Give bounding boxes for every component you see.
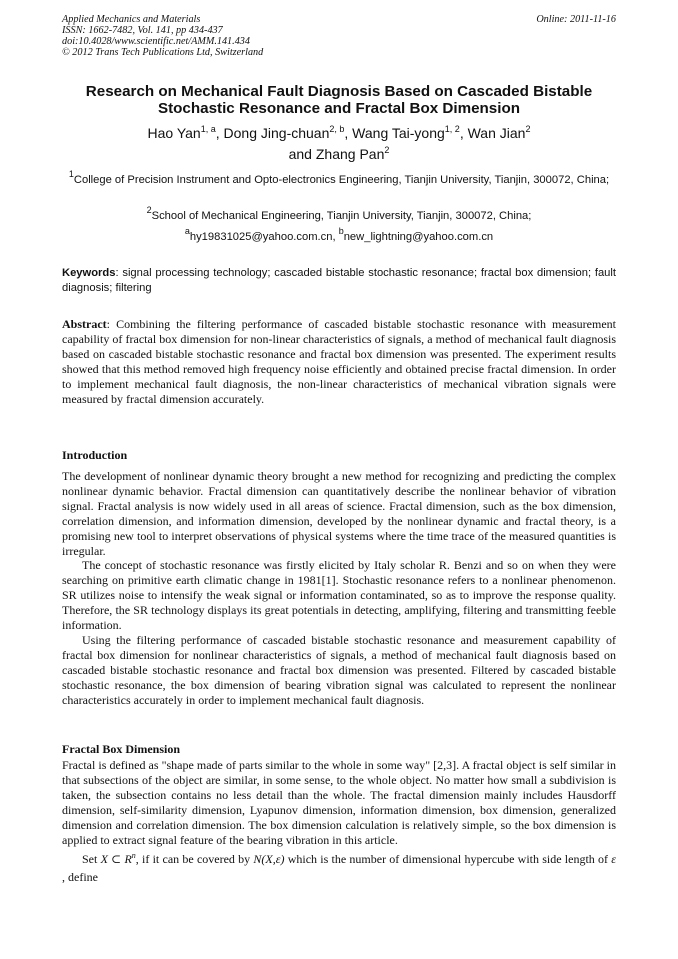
affiliation-2-text: School of Mechanical Engineering, Tianjin University, Tianjin, 300072, China; xyxy=(151,210,532,222)
set-text: Set xyxy=(82,852,101,867)
fractal-body xyxy=(62,758,616,886)
affiliation-2 xyxy=(62,205,616,224)
author-3-sup: 1, 2 xyxy=(444,124,460,134)
journal-name: Applied Mechanics and Materials xyxy=(62,14,201,25)
abstract-text: : Combining the filtering performance of cascaded bistable stochastic resonance with measurement capability of fractal box dimension for non-linear characteristics of signals, a method of mechanical fault diagnosis based on cascaded bistable stochastic resonance and fractal box dimension was presented. The experiment results showed that this method removed high frequency noise efficiently and obtained precise fractal dimension. In order to implement mechanical fault diagnosis, the non-linear characteristics of mechanical vibration signals were measured by fractal dimension accurately. xyxy=(62,317,616,406)
author-5: and Zhang Pan xyxy=(288,146,385,162)
abstract xyxy=(62,317,616,406)
fractal-heading: Fractal Box Dimension xyxy=(62,742,180,756)
header-meta xyxy=(62,14,616,58)
email-line xyxy=(62,226,616,245)
hypercube-text: which is the number of dimensional hypercube with side length of xyxy=(284,852,612,867)
online-date: Online: 2011-11-16 xyxy=(536,14,616,25)
author-5-sup: 2 xyxy=(384,145,390,155)
keywords-text: : signal processing technology; cascaded bistable stochastic resonance; fractal box dimension; fault diagnosis; filtering xyxy=(62,267,616,294)
define-text: , define xyxy=(62,870,98,885)
abstract-label: Abstract xyxy=(62,317,107,331)
author-4: , Wan Jian xyxy=(459,125,526,141)
author-3: , Wang Tai-yong xyxy=(344,125,445,141)
fractal-paragraph-1: Fractal is defined as "shape made of parts similar to the whole in some way" [2,3]. A fractal object is self similar in that subsections of the object are similar, in some sense, to the whole object. No matter how small a subdivision is taken, the subsection contains no less detail than the whole. The fractal dimension mainly includes Hausdorff dimension, self-similarity dimension, Lyapunov dimension, information dimension, box dimension, generalized dimension and correlation dimension. The box dimension calculation is relatively simple, so the box dimension is applied to extract signal feature of the bearing vibration in this article. xyxy=(62,758,616,847)
copyright: © 2012 Trans Tech Publications Ltd, Switzerland xyxy=(62,47,264,58)
issn: ISSN: 1662-7482, Vol. 141, pp 434-437 xyxy=(62,25,223,36)
keywords xyxy=(62,266,616,295)
affiliation-1 xyxy=(62,169,616,188)
affiliation-1-sup: 1 xyxy=(68,169,74,179)
email-a-sup: a xyxy=(184,226,190,236)
author-2: , Dong Jing-chuan xyxy=(215,125,330,141)
covered-text: , if it can be covered by xyxy=(135,852,254,867)
intro-paragraph-3: Using the filtering performance of cascaded bistable stochastic resonance and measurement capability of fractal box dimension for nonlinear characteristics of signals, a method of mechanical fault diagnosis based on cascaded bistable stochastic resonance and fractal box dimension was presented. Filtered by cascaded bistable stochastic resonance, the box dimension of bearing vibration signal was calculated to represent the nonlinear characteristics accurately in order to implement mechanical fault diagnosis. xyxy=(62,632,616,707)
author-4-sup: 2 xyxy=(525,124,531,134)
cover-count-math: N(X,ε) xyxy=(253,852,285,867)
doi: doi:10.4028/www.scientific.net/AMM.141.434 xyxy=(62,36,250,47)
set-math: X ⊂ R xyxy=(100,852,132,867)
affiliation-1-text: College of Precision Instrument and Opto-electronics Engineering, Tianjin University, Tianjin, 300072, China; xyxy=(73,174,610,186)
email-b-sup: b xyxy=(338,226,344,236)
epsilon-math: ε xyxy=(611,852,616,867)
email-a: hy19831025@yahoo.com.cn, xyxy=(189,231,339,243)
author-2-sup: 2, b xyxy=(329,124,345,134)
introduction-body xyxy=(62,469,616,708)
author-list xyxy=(40,123,638,165)
fractal-paragraph-2 xyxy=(62,847,616,886)
title-line-1: Research on Mechanical Fault Diagnosis Based on Cascaded Bistable xyxy=(85,83,593,100)
title-line-2: Stochastic Resonance and Fractal Box Dimension xyxy=(157,100,521,117)
set-math-sup: n xyxy=(131,851,136,861)
intro-paragraph-1: The development of nonlinear dynamic theory brought a new method for recognizing and predicting the complex nonlinear dynamic behavior. Fractal dimension can quantitatively describe the nonlinear behavior of vibration signal. Fractal analysis is now widely used in all areas of science. Fractal dimension, such as the box dimension, correlation dimension, and information dimension, developed by the nonlinear dynamic and fractal theory, is a promising new tool to interpret observations of physical systems where the time trace of the measured quantities is irregular. xyxy=(62,469,616,558)
affiliation-2-sup: 2 xyxy=(146,205,152,215)
author-1: Hao Yan xyxy=(147,125,201,141)
introduction-heading: Introduction xyxy=(62,448,128,462)
paper-title xyxy=(40,83,638,117)
keywords-label: Keywords xyxy=(62,267,116,279)
intro-paragraph-2: The concept of stochastic resonance was firstly elicited by Italy scholar R. Benzi and so on when they were searching on primitive earth climatic change in 1981[1]. Stochastic resonance refers to a nonlinear phenomenon. SR utilizes noise to intensify the weak signal or information contaminated, so as to improve the response quality. Therefore, the SR technology displays its great potentials in detecting, amplifying, filtering and transmitting feeble information. xyxy=(62,558,616,633)
email-b: new_lightning@yahoo.com.cn xyxy=(343,231,494,243)
author-1-sup: 1, a xyxy=(200,124,216,134)
